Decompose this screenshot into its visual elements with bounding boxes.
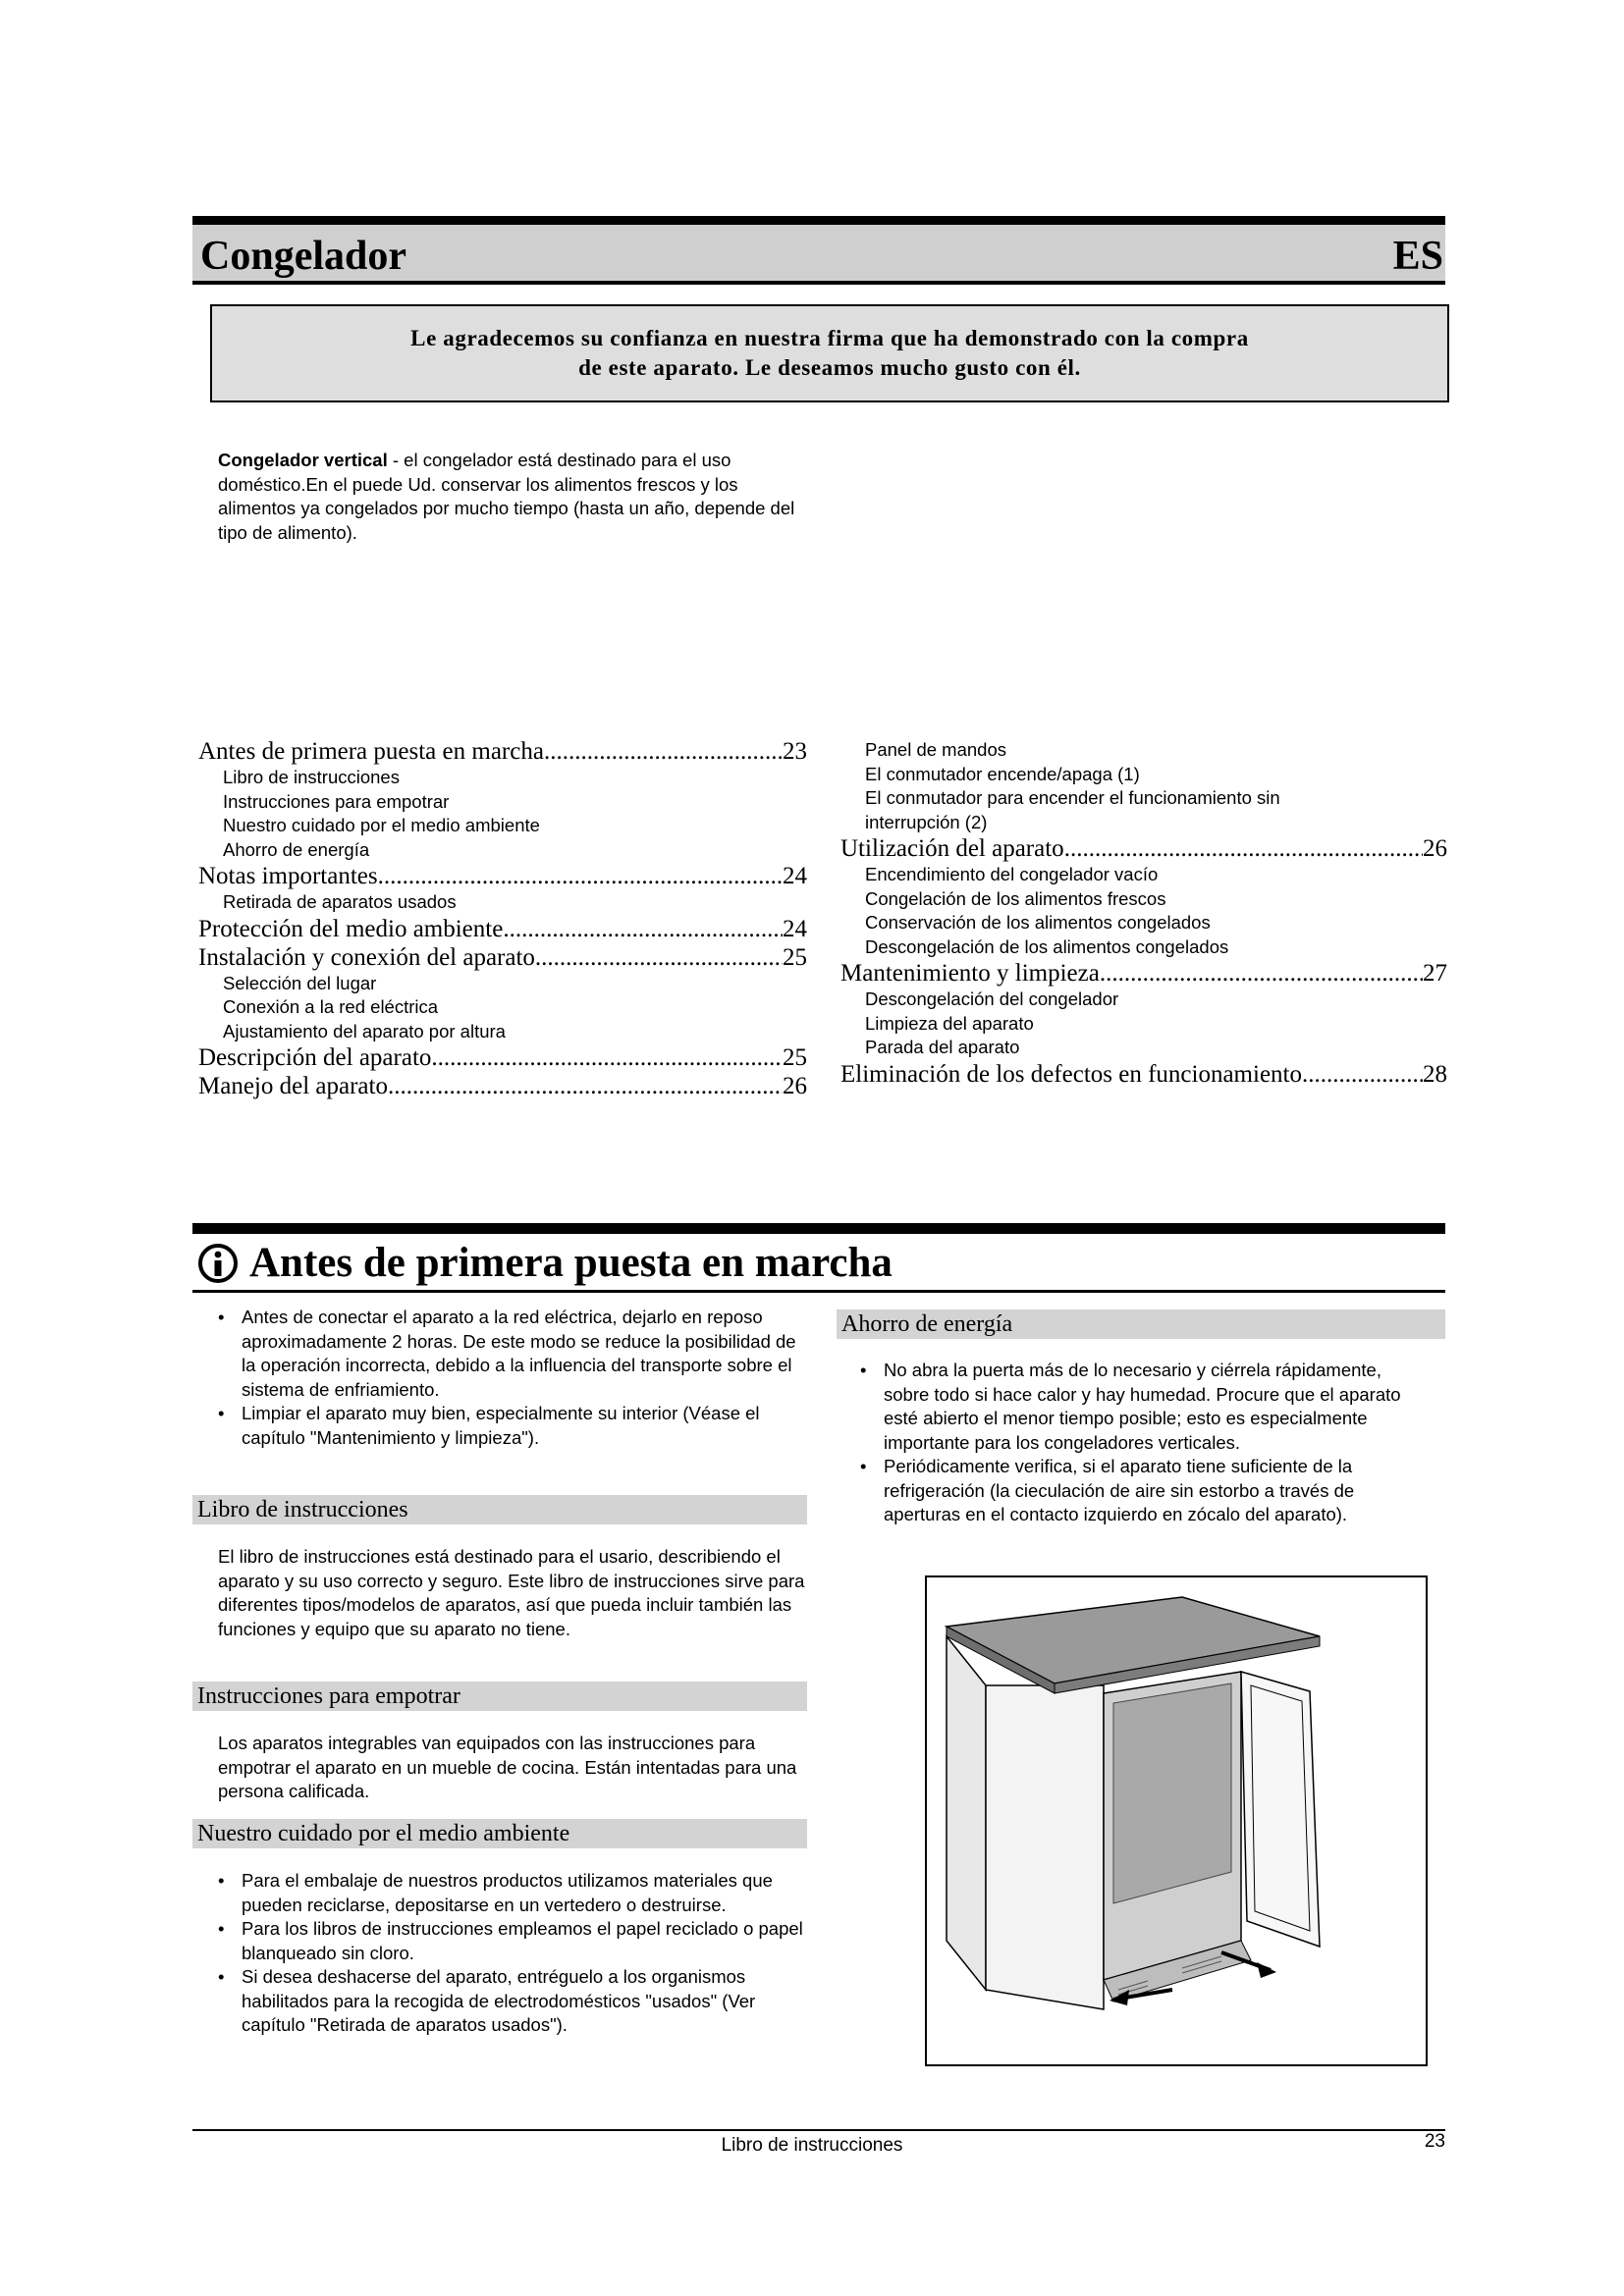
- intro-text: - el congelador está destinado para el uso doméstico.En el puede Ud. conservar los alimentos frescos y los alimentos ya congelados por mucho tiempo (hasta un año, depende del tipo de alimento).: [218, 450, 795, 543]
- toc-subentry: Instrucciones para empotrar: [223, 790, 450, 812]
- libro-text: El libro de instrucciones está destinado para el usario, describiendo el aparato y su uso correcto y seguro. Este libro de instrucciones sirve para diferentes tipos/modelos de aparatos, así que pueda incluir también las funciones y equipo que su aparato no tiene.: [218, 1546, 805, 1639]
- toc-entry: [198, 1072, 807, 1100]
- subhead-ahorro: Ahorro de energía: [837, 1309, 1445, 1339]
- toc-entry-page: 24: [783, 863, 807, 889]
- toc-subentry: interrupción (2): [865, 811, 988, 832]
- toc-subentry: Descongelación del congelador: [865, 988, 1119, 1009]
- toc-subentry: El conmutador encende/apaga (1): [865, 763, 1140, 784]
- toc-entry-page: 26: [1423, 835, 1447, 862]
- bullet-item: • Para los libros de instrucciones empleamos el papel reciclado o papel blanqueado sin cloro.: [218, 1917, 807, 1965]
- toc-leader-dots: [535, 943, 783, 972]
- thanks-line-1: Le agradecemos su confianza en nuestra firma que ha demonstrado con la compra: [410, 326, 1249, 350]
- bullet-item: • Para el embalaje de nuestros productos utilizamos materiales que pueden reciclarse, depositarse en un vertedero o destruirse.: [218, 1869, 807, 1917]
- toc-subentry: Descongelación de los alimentos congelados: [865, 935, 1229, 957]
- toc-entry-title: Antes de primera puesta en marcha: [198, 738, 544, 765]
- toc-entry-title: Notas importantes: [198, 863, 378, 889]
- footer-label: Libro de instrucciones: [721, 2135, 903, 2156]
- appliance-illustration: [925, 1575, 1428, 2066]
- toc-leader-dots: [378, 862, 783, 890]
- section-rule-top: [192, 1223, 1445, 1234]
- toc-entry-page: 23: [783, 738, 807, 765]
- toc-subentry: Panel de mandos: [865, 739, 1006, 760]
- toc-entry: [840, 959, 1447, 988]
- toc-entry-title: Instalación y conexión del aparato: [198, 943, 535, 971]
- toc-entry: [198, 943, 807, 972]
- language-code: ES: [1392, 234, 1443, 279]
- intro-bold: Congelador vertical: [218, 450, 388, 470]
- bullet-item: • No abra la puerta más de lo necesario y ciérrela rápidamente, sobre todo si hace calor y hay humedad. Procure que el aparato esté abierto el menor tiempo posible; esto es especialmente importante para los congeladores verticales.: [860, 1359, 1430, 1455]
- thanks-line-2: de este aparato. Le deseamos mucho gusto con él.: [578, 355, 1081, 380]
- toc-entry: [840, 1060, 1447, 1089]
- section-rule-bottom: [192, 1290, 1445, 1293]
- bullet-item: • Si desea deshacerse del aparato, entréguelo a los organismos habilitados para la recogida de electrodomésticos "usados" (Ver capítulo "Retirada de aparatos usados").: [218, 1965, 807, 2038]
- toc-left-column: [198, 737, 807, 1100]
- toc-entry-title: Manejo del aparato: [198, 1073, 388, 1099]
- bullet-item: • Periódicamente verifica, si el aparato tiene suficiente de la refrigeración (la cieculación de aire sin estorbo a través de aperturas en el contacto izquierdo en zócalo del aparato).: [860, 1455, 1430, 1527]
- toc-subentry: Ahorro de energía: [223, 838, 370, 860]
- page-number: 23: [1424, 2131, 1445, 2152]
- ahorro-bullets: [860, 1359, 1430, 1527]
- toc-leader-dots: [544, 737, 783, 766]
- empotrar-text: Los aparatos integrables van equipados con las instrucciones para empotrar el aparato en un mueble de cocina. Están intentadas para una persona calificada.: [218, 1733, 797, 1801]
- toc-entry-page: 28: [1423, 1060, 1447, 1088]
- toc-entry-page: 25: [783, 1044, 807, 1071]
- subhead-libro: Libro de instrucciones: [192, 1495, 807, 1524]
- toc-entry-page: 25: [783, 943, 807, 971]
- toc-subentry: El conmutador para encender el funcionamiento sin: [865, 787, 1280, 808]
- toc-subentry: Conservación de los alimentos congelados: [865, 912, 1211, 933]
- info-icon: [198, 1244, 238, 1283]
- bullet-item: • Antes de conectar el aparato a la red eléctrica, dejarlo en reposo aproximadamente 2 horas. De este modo se reduce la posibilidad de la operación incorrecta, debido a la influencia del transporte sobre el sistema de enfriamiento.: [218, 1306, 807, 1402]
- toc-subentry: Selección del lugar: [223, 972, 377, 993]
- section-title-text: Antes de primera puesta en marcha: [249, 1240, 893, 1286]
- toc-subentry: Ajustamiento del aparato por altura: [223, 1020, 506, 1041]
- toc-entry-page: 26: [783, 1073, 807, 1099]
- page-title: Congelador: [200, 234, 406, 279]
- toc-subentry: Encendimiento del congelador vacío: [865, 864, 1159, 884]
- toc-entry-title: Eliminación de los defectos en funcionamiento: [840, 1060, 1302, 1088]
- subhead-empotrar: Instrucciones para empotrar: [192, 1682, 807, 1711]
- footer-rule: [192, 2129, 1445, 2131]
- toc-entry: [198, 1043, 807, 1072]
- toc-leader-dots: [1064, 834, 1423, 863]
- toc-entry-title: Mantenimiento y limpieza: [840, 960, 1100, 987]
- toc-right-column: [840, 738, 1447, 1089]
- toc-entry: [840, 834, 1447, 863]
- toc-entry-page: 24: [783, 915, 807, 942]
- toc-entry-page: 27: [1423, 960, 1447, 987]
- toc-subentry: Nuestro cuidado por el medio ambiente: [223, 815, 540, 835]
- toc-subentry: Limpieza del aparato: [865, 1012, 1034, 1034]
- subhead-medio-ambiente: Nuestro cuidado por el medio ambiente: [192, 1819, 807, 1848]
- toc-entry: [198, 737, 807, 766]
- toc-leader-dots: [503, 915, 783, 943]
- section-title: [198, 1239, 893, 1288]
- toc-entry: [198, 862, 807, 890]
- toc-subentry: Conexión a la red eléctrica: [223, 996, 439, 1017]
- toc-subentry: Retirada de aparatos usados: [223, 891, 457, 912]
- intro-bullets: [218, 1306, 807, 1450]
- toc-subentry: Libro de instrucciones: [223, 767, 400, 787]
- toc-entry-title: Descripción del aparato: [198, 1044, 432, 1071]
- toc-leader-dots: [1302, 1060, 1423, 1089]
- intro-paragraph: [218, 449, 807, 545]
- toc-leader-dots: [388, 1072, 783, 1100]
- medio-bullets: [218, 1869, 807, 2038]
- toc-entry-title: Protección del medio ambiente: [198, 915, 504, 942]
- toc-subentry: Congelación de los alimentos frescos: [865, 887, 1166, 909]
- toc-entry: [198, 915, 807, 943]
- bullet-item: • Limpiar el aparato muy bien, especialmente su interior (Véase el capítulo "Mantenimiento y limpieza").: [218, 1402, 807, 1450]
- toc-entry-title: Utilización del aparato: [840, 835, 1064, 862]
- toc-subentry: Parada del aparato: [865, 1037, 1020, 1057]
- toc-leader-dots: [1100, 959, 1423, 988]
- toc-leader-dots: [431, 1043, 783, 1072]
- built-in-freezer-drawing: [927, 1577, 1426, 2064]
